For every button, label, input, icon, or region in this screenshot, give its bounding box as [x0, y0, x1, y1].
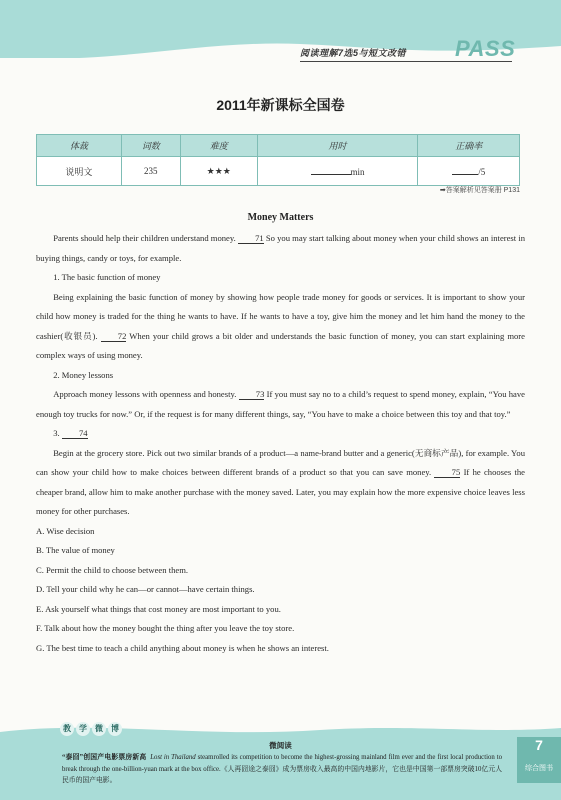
header-difficulty: 难度 [180, 135, 257, 157]
blank-74[interactable]: 74 [62, 428, 88, 439]
time-blank[interactable] [311, 165, 351, 175]
option-c: C. Permit the child to choose between them. [36, 564, 189, 575]
cell-genre: 说明文 [37, 157, 122, 186]
header-words: 词数 [121, 135, 180, 157]
micro-reading-text: “泰囧”创国产电影票房新高 Lost in Thailand steamrolled its competition to become the highest-grossing mainland film ever and the first local production to break through the one-billion-yuan mark at the box office.《人再囧途之泰囧》成为票房收入最高的中国内地影片，它也是中国第一部票房突破10亿元人民币的国产电影。 [62, 754, 502, 784]
header-genre: 体裁 [37, 135, 122, 157]
answer-reference: ➡答案解析见答案册 P131 [439, 187, 520, 194]
page-number: 7 [535, 737, 543, 753]
heading-1: 1. The basic function of money [53, 272, 161, 282]
cell-time [257, 157, 418, 186]
info-table [36, 134, 520, 186]
article-body [36, 229, 525, 658]
header-series-title: 阅读理解7选5与短文改错 [300, 48, 407, 58]
pass-logo: PASS [455, 36, 516, 61]
option-g: G. The best time to teach a child anything about money is when he shows an interest. [36, 642, 329, 653]
accuracy-blank[interactable] [452, 165, 478, 175]
accuracy-denominator: /5 [478, 167, 486, 177]
time-unit: min [350, 167, 365, 177]
option-f: F. Talk about how the money bought the thing after you leave the toy store. [36, 623, 295, 633]
option-e: E. Ask yourself what things that cost money are most important to you. [36, 603, 281, 614]
option-d: D. Tell your child why he can—or cannot—have certain things. [36, 584, 255, 594]
info-table-row [37, 157, 520, 186]
info-table-header-row [37, 135, 520, 157]
heading-3: 3. 74 [53, 428, 88, 438]
blank-75[interactable]: 75 [434, 467, 460, 478]
article-title: Money Matters [247, 212, 314, 223]
weibo-badge: 教 学 微 博 [60, 722, 124, 736]
blank-73[interactable]: 73 [239, 389, 265, 400]
heading-2: 2. Money lessons [53, 369, 114, 380]
blank-72[interactable]: 72 [101, 331, 127, 342]
header-time: 用时 [257, 135, 418, 157]
header-accuracy: 正确率 [418, 135, 520, 157]
cell-accuracy [418, 157, 520, 186]
option-b: B. The value of money [36, 545, 115, 555]
paragraph-1: Parents should help their children understand money. 71 So you may start talking about money when your child shows an interest in buying things, candy or toys, for example. [36, 233, 526, 263]
cell-words: 235 [121, 157, 180, 186]
publisher-label: 综合图书 [525, 765, 553, 772]
paragraph-3: Approach money lessons with openness and honesty. 73 If you must say no to a child’s request to spend money, explain, “You have enough toy trucks for now.” Or, if the request is for many different things, say, “You have to make a choice between this toy and that toy.” [36, 389, 525, 419]
paragraph-4: Begin at the grocery store. Pick out two similar brands of a product—a name-brand butter and a generic(无商标产品), for example. You can show your child how to make choices between different brands of a product so that you can save money. 75 If he chooses the cheaper brand, allow him to make another purchase with the money saved. Later, you may explain how the more expensive choice leaves less money for other purchases. [36, 447, 525, 516]
micro-reading-title: 微阅读 [269, 741, 292, 750]
paragraph-2: Being explaining the basic function of money by showing how people trade money for goods or services. It is important to show your child how money is traded for the thing he wants to have. If he wants to have a toy, give him the money and let him hand the money to the cashier(收银员). 72 When your child grows a bit older and understands the basic function of money, you can start explaining more complex ways of using money. [36, 291, 525, 360]
blank-71[interactable]: 71 [238, 233, 264, 244]
option-a: A. Wise decision [36, 525, 95, 536]
header-rule [300, 61, 512, 62]
page-title: 2011年新课标全国卷 [216, 97, 345, 113]
cell-difficulty: ★★★ [180, 157, 257, 186]
